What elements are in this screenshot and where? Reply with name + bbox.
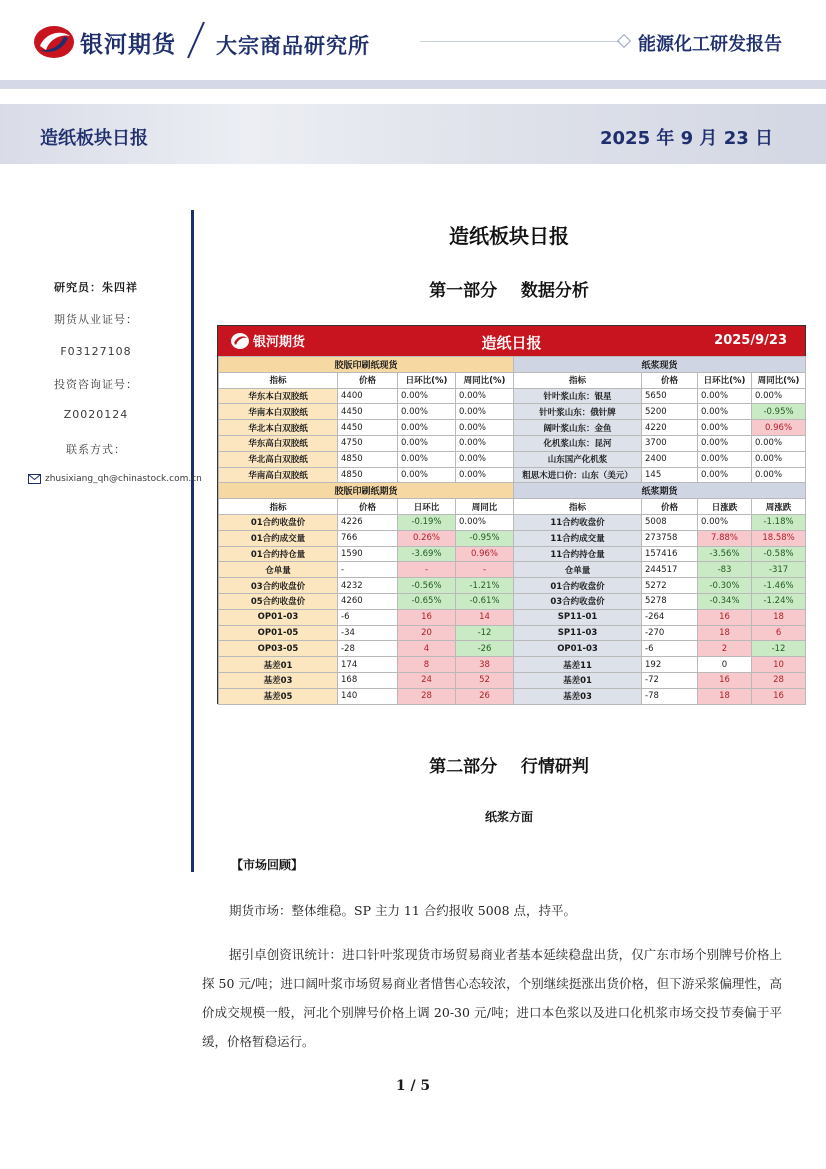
change-cell-down: -317 [752,562,806,578]
price-cell: 4226 [338,514,398,530]
column-header-row [219,499,806,515]
table-row [219,609,806,625]
change-cell: 0.00% [752,435,806,451]
change-cell-down: -0.95% [752,404,806,420]
company-logo [32,22,182,62]
table-brand: 银河期货 [253,335,306,350]
price-cell: -6 [642,641,698,657]
indicator-name: 11合约成交量 [514,530,642,546]
price-cell: 4750 [338,435,398,451]
indicator-name: 华南本白双胶纸 [219,404,338,420]
change-cell-up: 16 [698,672,752,688]
price-cell: -72 [642,672,698,688]
change-cell-down: -1.18% [752,514,806,530]
divider-slash-icon [184,18,208,62]
change-cell: 0.00% [456,467,514,483]
table-date: 2025/9/23 [714,333,787,348]
price-cell: -28 [338,641,398,657]
section-heading-data: 第一部分 数据分析 [429,281,589,301]
change-cell: 0.00% [752,388,806,404]
change-cell: 0.00% [698,467,752,483]
indicator-name: 01合约持仓量 [219,546,338,562]
indicator-name: OP01-03 [514,641,642,657]
indicator-name: 01合约成交量 [219,530,338,546]
change-cell-down: -3.69% [398,546,456,562]
change-cell-up: 52 [456,672,514,688]
change-cell-up: 16 [698,609,752,625]
change-cell: 0.00% [398,467,456,483]
column-header: 日涨跌 [698,499,752,515]
change-cell-up: 16 [752,688,806,704]
price-cell: 5200 [642,404,698,420]
price-cell: 4260 [338,593,398,609]
change-cell-down: -83 [698,562,752,578]
market-recap-heading: 【市场回顾】 [231,858,304,872]
change-cell-up: 18 [752,609,806,625]
table-row [219,388,806,404]
change-cell: 0.00% [398,435,456,451]
section-heading-analysis: 第二部分 行情研判 [429,757,589,777]
indicator-name: 化机浆山东：昆河 [514,435,642,451]
table-row [219,688,806,704]
indicator-name: 03合约收盘价 [219,578,338,594]
indicator-name: 粗思木进口价：山东（美元） [514,467,642,483]
change-cell: 0.00% [398,388,456,404]
change-cell-up: 28 [752,672,806,688]
daily-data-table [217,325,806,704]
section-title-right: 纸浆期货 [514,483,806,499]
price-cell: 766 [338,530,398,546]
indicator-name: 山东国产化机浆 [514,451,642,467]
indicator-name: 11合约持仓量 [514,546,642,562]
change-cell: 0.00% [698,451,752,467]
change-cell-up: 7.88% [698,530,752,546]
column-header: 指标 [514,372,642,388]
column-header: 日环比(%) [698,372,752,388]
indicator-name: 华南高白双胶纸 [219,467,338,483]
price-cell: -264 [642,609,698,625]
price-cell: 192 [642,657,698,673]
price-cell: 140 [338,688,398,704]
change-cell-up: - [398,562,456,578]
column-header: 价格 [338,499,398,515]
change-cell: 0.00% [698,404,752,420]
table-row [219,562,806,578]
change-cell: 0.00% [698,435,752,451]
email-row [28,474,202,484]
diamond-icon [617,34,631,48]
change-cell: 0.00% [456,451,514,467]
table-row [219,641,806,657]
price-cell: 273758 [642,530,698,546]
license-number: F03127108 [60,345,132,358]
indicator-name: 基差03 [514,688,642,704]
change-cell-up: 38 [456,657,514,673]
indicator-name: 11合约收盘价 [514,514,642,530]
indicator-name: 01合约收盘价 [514,578,642,594]
change-cell-down: -12 [752,641,806,657]
column-header: 指标 [514,499,642,515]
price-cell: 174 [338,657,398,673]
indicator-name: 华北高白双胶纸 [219,451,338,467]
galaxy-logo-icon [32,24,76,60]
email-link[interactable]: zhusixiang_qh@chinastock.com.cn [45,474,202,484]
change-cell-down: -0.61% [456,593,514,609]
data-grid [218,356,806,705]
contact-label: 联系方式： [66,443,126,456]
indicator-name: 阔叶浆山东：金鱼 [514,420,642,436]
change-cell: 0.00% [398,420,456,436]
change-cell-down: -0.58% [752,546,806,562]
change-cell-down: -1.46% [752,578,806,594]
change-cell-down: -0.19% [398,514,456,530]
change-cell-up: 0.96% [456,546,514,562]
table-row [219,657,806,673]
price-cell: 4850 [338,451,398,467]
change-cell: 0.00% [752,467,806,483]
table-row [219,435,806,451]
section-title-left: 胶版印刷纸期货 [219,483,514,499]
price-cell: -6 [338,609,398,625]
column-header: 价格 [338,372,398,388]
indicator-name: 基差05 [219,688,338,704]
subsection-pulp: 纸浆方面 [484,810,533,824]
column-header: 价格 [642,372,698,388]
change-cell-down: -26 [456,641,514,657]
table-row [219,420,806,436]
page-title: 造纸板块日报 [449,224,569,248]
change-cell-up: 18 [698,688,752,704]
consult-number: Z0020124 [63,408,129,421]
change-cell: 0.00% [456,435,514,451]
section-row [219,483,806,499]
price-cell: 4400 [338,388,398,404]
indicator-name: 03合约收盘价 [514,593,642,609]
change-cell-up: 0.96% [752,420,806,436]
table-row [219,546,806,562]
indicator-name: OP01-03 [219,609,338,625]
change-cell-up: 26 [456,688,514,704]
change-cell-down: -3.56% [698,546,752,562]
change-cell-up: 6 [752,625,806,641]
change-cell: 0.00% [456,404,514,420]
change-cell: 0.00% [698,420,752,436]
license-label: 期货从业证号： [54,313,138,326]
column-header: 周同比(%) [752,372,806,388]
price-cell: -270 [642,625,698,641]
change-cell-up: 14 [456,609,514,625]
change-cell-up: 0.26% [398,530,456,546]
change-cell: 0.00% [698,514,752,530]
price-cell: 1590 [338,546,398,562]
change-cell-down: -0.95% [456,530,514,546]
change-cell: 0.00% [398,404,456,420]
column-header-row [219,372,806,388]
section-row [219,357,806,373]
header-rule [0,80,826,89]
indicator-name: OP01-05 [219,625,338,641]
report-date: 2025 年 9 月 23 日 [600,128,774,149]
table-row [219,578,806,594]
change-cell-down: -1.21% [456,578,514,594]
column-header: 日环比(%) [398,372,456,388]
price-cell: 168 [338,672,398,688]
indicator-name: 05合约收盘价 [219,593,338,609]
indicator-name: OP03-05 [219,641,338,657]
price-cell: 3700 [642,435,698,451]
section-title-right: 纸浆现货 [514,357,806,373]
indicator-name: 基差11 [514,657,642,673]
table-row [219,514,806,530]
researcher-name: 研究员：朱四祥 [54,281,138,294]
price-cell: 157416 [642,546,698,562]
column-header: 周同比 [456,499,514,515]
change-cell-up: 8 [398,657,456,673]
indicator-name: 华东本白双胶纸 [219,388,338,404]
page-number: 1 / 5 [395,1078,431,1094]
change-cell: 0.00% [456,420,514,436]
change-cell-down: -12 [456,625,514,641]
table-row [219,451,806,467]
table-row [219,404,806,420]
column-header: 指标 [219,372,338,388]
change-cell: 0.00% [398,451,456,467]
table-row [219,593,806,609]
indicator-name: 针叶浆山东：银星 [514,388,642,404]
price-cell: -34 [338,625,398,641]
price-cell: 4450 [338,404,398,420]
section-title-left: 胶版印刷纸现货 [219,357,514,373]
change-cell-up: 18 [698,625,752,641]
header-divider [420,41,620,42]
change-cell-up: 18.58% [752,530,806,546]
institute-name: 大宗商品研究所 [216,34,370,58]
change-cell-up: 10 [752,657,806,673]
change-cell-down: -0.65% [398,593,456,609]
change-cell: 0.00% [752,451,806,467]
change-cell-down: -0.30% [698,578,752,594]
company-name: 银河期货 [80,31,176,58]
table-row [219,467,806,483]
price-cell: 4232 [338,578,398,594]
indicator-name: 针叶浆山东：俄针牌 [514,404,642,420]
change-cell: 0.00% [698,388,752,404]
table-row [219,625,806,641]
price-cell: 2400 [642,451,698,467]
change-cell-up: - [456,562,514,578]
band-title: 造纸板块日报 [40,128,148,149]
column-header: 周同比(%) [456,372,514,388]
indicator-name: 华东高白双胶纸 [219,435,338,451]
indicator-name: 基差01 [514,672,642,688]
price-cell: 5272 [642,578,698,594]
change-cell-up: 24 [398,672,456,688]
price-cell: - [338,562,398,578]
paragraph-futures: 期货市场：整体维稳。SP 主力 11 合约报收 5008 点，持平。 [229,903,577,918]
column-header: 日环比 [398,499,456,515]
change-cell-down: -1.24% [752,593,806,609]
consult-label: 投资咨询证号： [54,378,138,391]
column-header: 价格 [642,499,698,515]
price-cell: 5650 [642,388,698,404]
change-cell: 0 [698,657,752,673]
indicator-name: SP11-01 [514,609,642,625]
price-cell: 5278 [642,593,698,609]
indicator-name: 仓单量 [514,562,642,578]
indicator-name: 01合约收盘价 [219,514,338,530]
price-cell: -78 [642,688,698,704]
change-cell-up: 4 [398,641,456,657]
paragraph-spot: 据引卓创资讯统计：进口针叶浆现货市场贸易商业者基本延续稳盘出货，仅广东市场个别牌号价格上探 50 元/吨；进口阔叶浆市场贸易商业者惜售心态较浓，个别继续挺涨出货价格，但下游采浆偏理性，高价成交规模一般，河北个别牌号价格上调 20-30 元/吨；进口本色浆以及进口化机浆市场交投节奏偏于平缓，价格暂稳运行。 [202,947,782,1049]
change-cell-down: -0.34% [698,593,752,609]
indicator-name: 基差03 [219,672,338,688]
price-cell: 244517 [642,562,698,578]
table-header-bar [218,326,805,356]
indicator-name: 基差01 [219,657,338,673]
indicator-name: 仓单量 [219,562,338,578]
indicator-name: 华北本白双胶纸 [219,420,338,436]
mail-icon [28,474,41,484]
price-cell: 145 [642,467,698,483]
column-header: 指标 [219,499,338,515]
report-type: 能源化工研发报告 [638,34,782,55]
change-cell-up: 20 [398,625,456,641]
column-header: 周涨跌 [752,499,806,515]
table-row [219,672,806,688]
change-cell-up: 2 [698,641,752,657]
change-cell: 0.00% [456,514,514,530]
change-cell: 0.00% [456,388,514,404]
table-title: 造纸日报 [481,334,542,352]
price-cell: 4220 [642,420,698,436]
change-cell-up: 16 [398,609,456,625]
price-cell: 5008 [642,514,698,530]
table-row [219,530,806,546]
indicator-name: SP11-03 [514,625,642,641]
change-cell-down: -0.56% [398,578,456,594]
price-cell: 4850 [338,467,398,483]
price-cell: 4450 [338,420,398,436]
change-cell-up: 28 [398,688,456,704]
